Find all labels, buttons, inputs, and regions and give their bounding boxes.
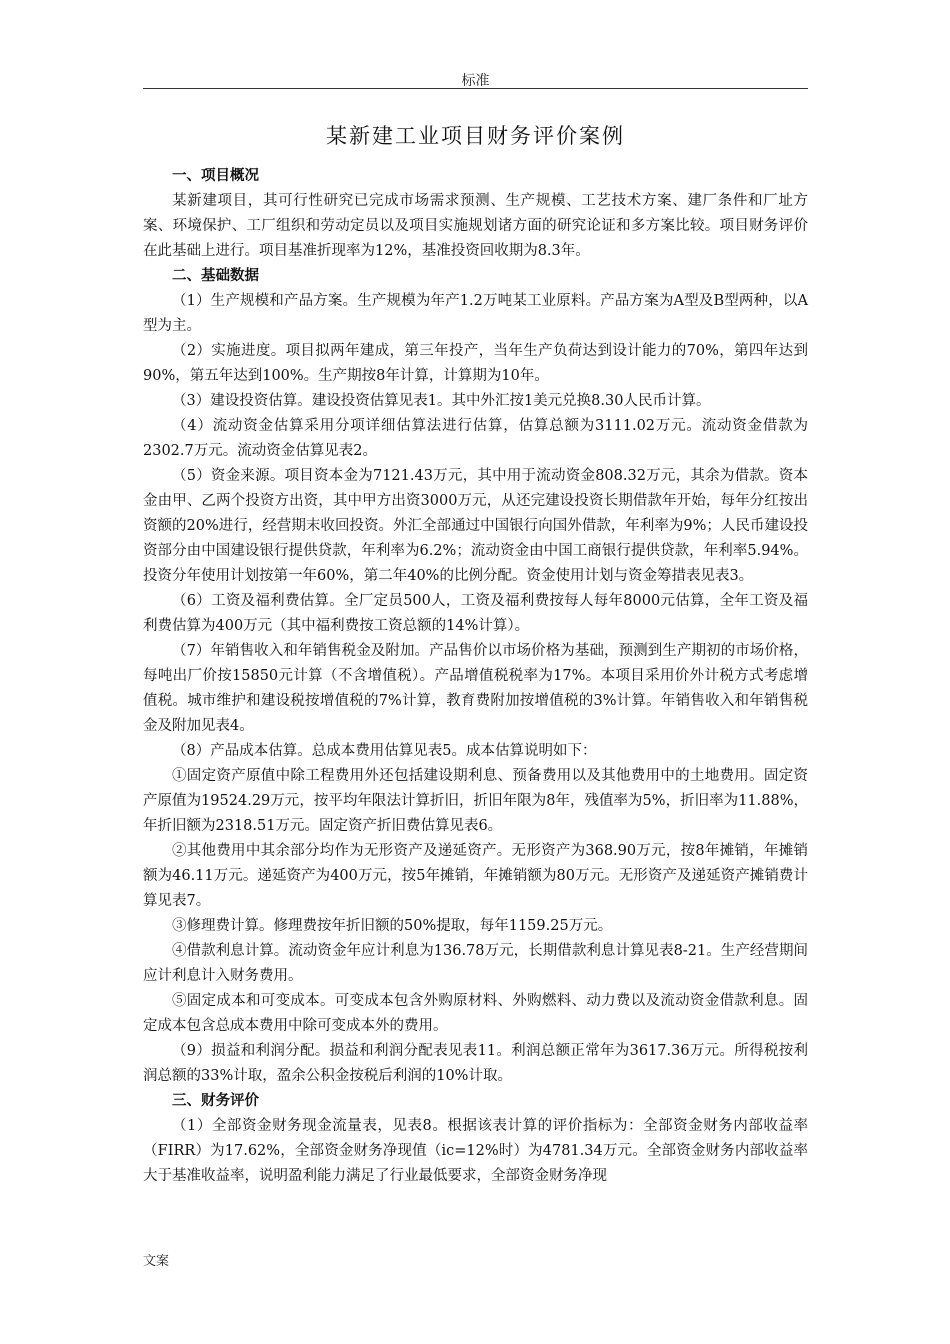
- document-title: 某新建工业项目财务评价案例: [326, 124, 625, 148]
- paragraph: （2）实施进度。项目拟两年建成，第三年投产，当年生产负荷达到设计能力的70%，第四年达到90%，第五年达到100%。生产期按8年计算，计算期为10年。: [143, 343, 808, 384]
- paragraph: （3）建设投资估算。建设投资估算见表1。其中外汇按1美元兑换8.30人民币计算。: [172, 393, 711, 409]
- paragraph: （6）工资及福利费估算。全厂定员500人，工资及福利费按每人每年8000元估算，全年工资及福利费估算为400万元（其中福利费按工资总额的14%计算）。: [143, 593, 808, 634]
- paragraph: ①固定资产原值中除工程费用外还包括建设期利息、预备费用以及其他费用中的土地费用。固定资产原值为19524.29万元，按平均年限法计算折旧，折旧年限为8年，残值率为5%，折旧率为11.88%，年折旧额为2318.51万元。固定资产折旧费估算见表6。: [143, 768, 808, 834]
- paragraph: （5）资金来源。项目资本金为7121.43万元，其中用于流动资金808.32万元，其余为借款。资本金由甲、乙两个投资方出资，其中甲方出资3000万元，从还完建设投资长期借款年开始，每年分红按出资额的20%进行，经营期末收回投资。外汇全部通过中国银行向国外借款，年利率为9%；人民币建设投资部分由中国建设银行提供贷款，年利率为6.2%；流动资金由中国工商银行提供贷款，年利率5.94%。投资分年使用计划按第一年60%，第二年40%的比例分配。资金使用计划与资金筹措表见表3。: [143, 468, 808, 584]
- paragraph: 某新建项目，其可行性研究已完成市场需求预测、生产规模、工艺技术方案、建厂条件和厂址方案、环境保护、工厂组织和劳动定员以及项目实施规划诸方面的研究论证和多方案比较。项目财务评价在此基础上进行。项目基准折现率为12%，基准投资回收期为8.3年。: [143, 193, 808, 259]
- paragraph: ③修理费计算。修理费按年折旧额的50%提取，每年1159.25万元。: [172, 918, 613, 934]
- header-rule: [143, 88, 808, 89]
- paragraph: ⑤固定成本和可变成本。可变成本包含外购原材料、外购燃料、动力费以及流动资金借款利息。固定成本包含总成本费用中除可变成本外的费用。: [143, 993, 808, 1034]
- paragraph: （8）产品成本估算。总成本费用估算见表5。成本估算说明如下：: [172, 743, 597, 759]
- paragraph: （9）损益和利润分配。损益和利润分配表见表11。利润总额正常年为3617.36万元。所得税按利润总额的33%计取，盈余公积金按税后利润的10%计取。: [143, 1043, 808, 1084]
- paragraph: （4）流动资金估算采用分项详细估算法进行估算，估算总额为3111.02万元。流动资金借款为2302.7万元。流动资金估算见表2。: [143, 418, 808, 459]
- section-heading: 一、项目概况: [172, 168, 259, 184]
- paragraph: ④借款利息计算。流动资金年应计利息为136.78万元，长期借款利息计算见表8-21。生产经营期间应计利息计入财务费用。: [143, 943, 808, 984]
- section-heading: 二、基础数据: [172, 268, 259, 284]
- paragraph: （7）年销售收入和年销售税金及附加。产品售价以市场价格为基础，预测到生产期初的市场价格，每吨出厂价按15850元计算（不含增值税）。产品增值税税率为17%。本项目采用价外计税方式考虑增值税。城市维护和建设税按增值税的7%计算，教育费附加按增值税的3%计算。年销售收入和年销售税金及附加见表4。: [143, 643, 808, 734]
- paragraph: （1）生产规模和产品方案。生产规模为年产1.2万吨某工业原料。产品方案为A型及B型两种，以A型为主。: [143, 293, 808, 334]
- paragraph: ②其他费用中其余部分均作为无形资产及递延资产。无形资产为368.90万元，按8年摊销，年摊销额为46.11万元。递延资产为400万元，按5年摊销，年摊销额为80万元。无形资产及递延资产摊销费计算见表7。: [143, 843, 808, 909]
- paragraph: （1）全部资金财务现金流量表，见表8。根据该表计算的评价指标为：全部资金财务内部收益率（FIRR）为17.62%，全部资金财务净现值（ic=12%时）为4781.34万元。全部资金财务内部收益率大于基准收益率，说明盈利能力满足了行业最低要求，全部资金财务净现: [143, 1118, 808, 1184]
- section-heading: 三、财务评价: [172, 1093, 259, 1109]
- page-footer: 文案: [143, 1254, 170, 1269]
- document-body: [143, 164, 808, 1189]
- page-header: 标准: [461, 73, 490, 89]
